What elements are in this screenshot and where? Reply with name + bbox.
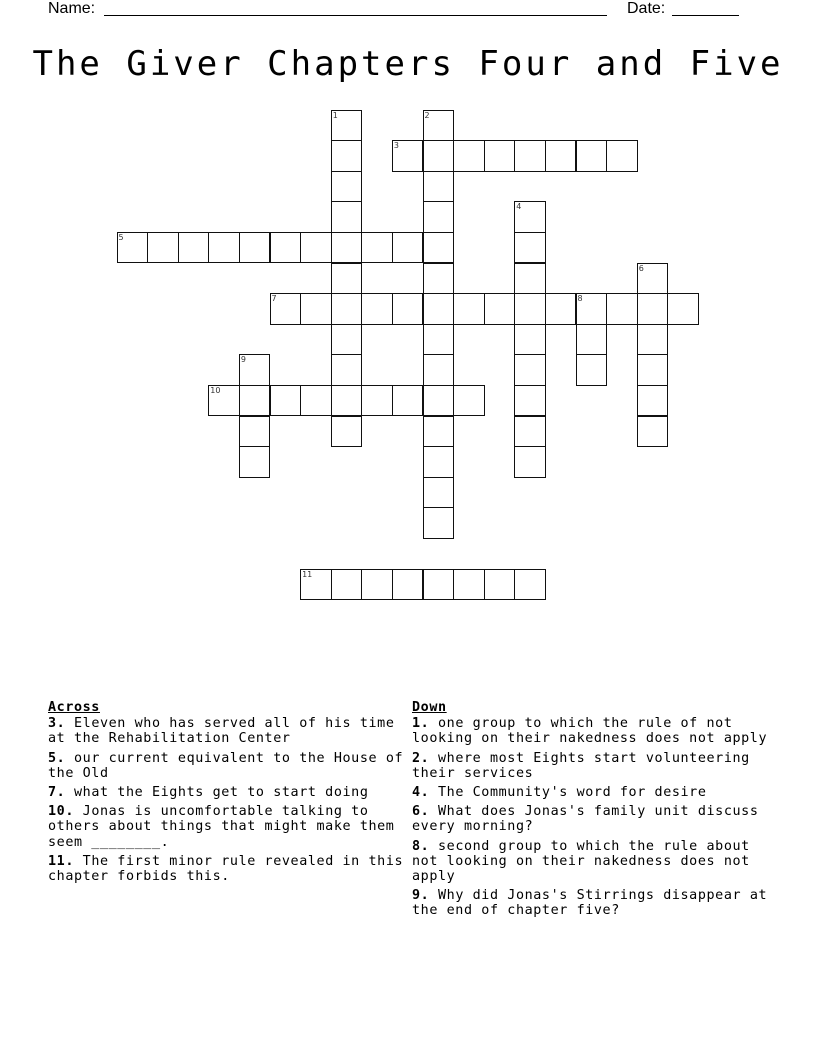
- clue-text: Why did Jonas's Stirrings disappear at the end of chapter five?: [412, 888, 768, 919]
- down-clues: [412, 700, 772, 923]
- grid-cell[interactable]: [423, 110, 455, 142]
- grid-cell[interactable]: [484, 293, 516, 325]
- grid-cell[interactable]: [514, 354, 546, 386]
- grid-cell[interactable]: [423, 324, 455, 356]
- clue-number-label: 8: [577, 294, 583, 304]
- grid-cell[interactable]: [423, 201, 455, 233]
- grid-cell[interactable]: [514, 569, 546, 601]
- grid-cell[interactable]: [514, 140, 546, 172]
- grid-cell[interactable]: [331, 140, 363, 172]
- clue-number: 3.: [48, 716, 66, 732]
- grid-cell[interactable]: [423, 293, 455, 325]
- clue-number-label: 5: [118, 232, 124, 242]
- clue-text: The Community's word for desire: [429, 785, 707, 801]
- grid-cell[interactable]: [606, 293, 638, 325]
- grid-cell[interactable]: [300, 385, 332, 417]
- grid-cell[interactable]: [514, 201, 546, 233]
- grid-cell[interactable]: [423, 507, 455, 539]
- grid-cell[interactable]: [331, 232, 363, 264]
- grid-cell[interactable]: [453, 293, 485, 325]
- grid-cell[interactable]: [514, 385, 546, 417]
- grid-cell[interactable]: [361, 232, 393, 264]
- grid-cell[interactable]: [331, 569, 363, 601]
- grid-cell[interactable]: [606, 140, 638, 172]
- clue-number: 2.: [412, 750, 430, 766]
- grid-cell[interactable]: [423, 477, 455, 509]
- clue-number-label: 1: [332, 110, 338, 120]
- grid-cell[interactable]: [361, 385, 393, 417]
- clue-across-7: [48, 785, 408, 800]
- grid-cell[interactable]: [331, 354, 363, 386]
- grid-cell[interactable]: [637, 385, 669, 417]
- grid-cell[interactable]: [545, 293, 577, 325]
- clue-down-1: [412, 716, 772, 746]
- clue-across-10: [48, 804, 408, 850]
- clue-text: what the Eights get to start doing: [65, 785, 369, 801]
- grid-cell[interactable]: [270, 293, 302, 325]
- grid-cell[interactable]: [178, 232, 210, 264]
- clue-text: Jonas is uncomfortable talking to others about things that might make them seem ________.: [48, 804, 395, 850]
- grid-cell[interactable]: [484, 569, 516, 601]
- grid-cell[interactable]: [270, 232, 302, 264]
- grid-cell[interactable]: [239, 446, 271, 478]
- grid-cell[interactable]: [637, 324, 669, 356]
- clue-number: 9.: [412, 888, 430, 904]
- clue-text: second group to which the rule about not looking on their nakedness does not apply: [412, 838, 750, 885]
- grid-cell[interactable]: [453, 569, 485, 601]
- grid-cell[interactable]: [453, 140, 485, 172]
- grid-cell[interactable]: [239, 385, 271, 417]
- grid-cell[interactable]: [392, 385, 424, 417]
- clue-number-label: 11: [302, 569, 313, 579]
- grid-cell[interactable]: [361, 569, 393, 601]
- grid-cell[interactable]: [331, 324, 363, 356]
- grid-cell[interactable]: [331, 293, 363, 325]
- clue-number-label: 4: [516, 202, 522, 212]
- clue-down-9: [412, 888, 772, 918]
- grid-cell[interactable]: [637, 293, 669, 325]
- grid-cell[interactable]: [300, 569, 332, 601]
- clue-across-3: [48, 716, 408, 746]
- grid-cell[interactable]: [147, 232, 179, 264]
- grid-cell[interactable]: [576, 324, 608, 356]
- clue-number: 5.: [48, 750, 66, 766]
- grid-cell[interactable]: [208, 232, 240, 264]
- grid-cell[interactable]: [576, 140, 608, 172]
- grid-cell[interactable]: [453, 385, 485, 417]
- clue-text: What does Jonas's family unit discuss every morning?: [412, 804, 759, 835]
- clue-number-label: 9: [240, 355, 246, 365]
- name-label: Name:: [48, 0, 96, 17]
- grid-cell[interactable]: [514, 232, 546, 264]
- clue-number: 1.: [412, 716, 430, 732]
- grid-cell[interactable]: [514, 416, 546, 448]
- grid-cell[interactable]: [514, 293, 546, 325]
- clue-number: 6.: [412, 804, 430, 820]
- grid-cell[interactable]: [514, 263, 546, 295]
- clue-text: our current equivalent to the House of the Old: [48, 750, 404, 781]
- grid-cell[interactable]: [423, 263, 455, 295]
- date-label: Date:: [627, 0, 666, 17]
- grid-cell[interactable]: [637, 416, 669, 448]
- clue-down-6: [412, 804, 772, 834]
- clue-number: 7.: [48, 785, 66, 801]
- clue-across-5: [48, 751, 408, 781]
- grid-cell[interactable]: [239, 416, 271, 448]
- clue-down-4: [412, 785, 772, 800]
- clue-number: 11.: [48, 853, 74, 869]
- clue-number: 8.: [412, 838, 430, 854]
- clue-number-label: 7: [271, 294, 277, 304]
- grid-cell[interactable]: [300, 293, 332, 325]
- clue-across-11: [48, 854, 408, 884]
- grid-cell[interactable]: [484, 140, 516, 172]
- clue-number-label: 10: [210, 385, 221, 395]
- grid-cell[interactable]: [423, 171, 455, 203]
- grid-cell[interactable]: [361, 293, 393, 325]
- grid-cell[interactable]: [423, 446, 455, 478]
- grid-cell[interactable]: [423, 416, 455, 448]
- grid-cell[interactable]: [331, 110, 363, 142]
- grid-cell[interactable]: [576, 293, 608, 325]
- grid-cell[interactable]: [514, 324, 546, 356]
- grid-cell[interactable]: [208, 385, 240, 417]
- page-title: The Giver Chapters Four and Five: [32, 44, 784, 84]
- grid-cell[interactable]: [331, 171, 363, 203]
- clue-number-label: 6: [638, 263, 644, 273]
- grid-cell[interactable]: [667, 293, 699, 325]
- grid-cell[interactable]: [239, 232, 271, 264]
- grid-cell[interactable]: [637, 263, 669, 295]
- grid-cell[interactable]: [637, 354, 669, 386]
- grid-cell[interactable]: [576, 354, 608, 386]
- grid-cell[interactable]: [392, 232, 424, 264]
- grid-cell[interactable]: [117, 232, 149, 264]
- grid-cell[interactable]: [239, 354, 271, 386]
- clue-down-2: [412, 751, 772, 781]
- clue-text: where most Eights start volunteering their services: [412, 750, 750, 781]
- down-heading: Down: [412, 700, 447, 715]
- grid-cell[interactable]: [423, 354, 455, 386]
- grid-cell[interactable]: [392, 569, 424, 601]
- grid-cell[interactable]: [514, 446, 546, 478]
- grid-cell[interactable]: [331, 201, 363, 233]
- grid-cell[interactable]: [331, 416, 363, 448]
- grid-cell[interactable]: [392, 140, 424, 172]
- across-clues: [48, 700, 408, 888]
- grid-cell[interactable]: [423, 232, 455, 264]
- across-heading: Across: [48, 700, 100, 715]
- clue-text: Eleven who has served all of his time at the Rehabilitation Center: [48, 716, 395, 747]
- clue-text: The first minor rule revealed in this chapter forbids this.: [48, 853, 404, 885]
- grid-cell[interactable]: [545, 140, 577, 172]
- grid-cell[interactable]: [423, 140, 455, 172]
- grid-cell[interactable]: [423, 569, 455, 601]
- grid-cell[interactable]: [270, 385, 302, 417]
- grid-cell[interactable]: [331, 263, 363, 295]
- grid-cell[interactable]: [300, 232, 332, 264]
- clue-number-label: 2: [424, 110, 430, 120]
- clue-number: 4.: [412, 785, 430, 801]
- clue-number: 10.: [48, 804, 74, 820]
- grid-cell[interactable]: [423, 385, 455, 417]
- grid-cell[interactable]: [392, 293, 424, 325]
- grid-cell[interactable]: [331, 385, 363, 417]
- clue-text: one group to which the rule of not looking on their nakedness does not apply: [412, 716, 768, 747]
- clue-down-8: [412, 839, 772, 885]
- clue-number-label: 3: [393, 141, 399, 151]
